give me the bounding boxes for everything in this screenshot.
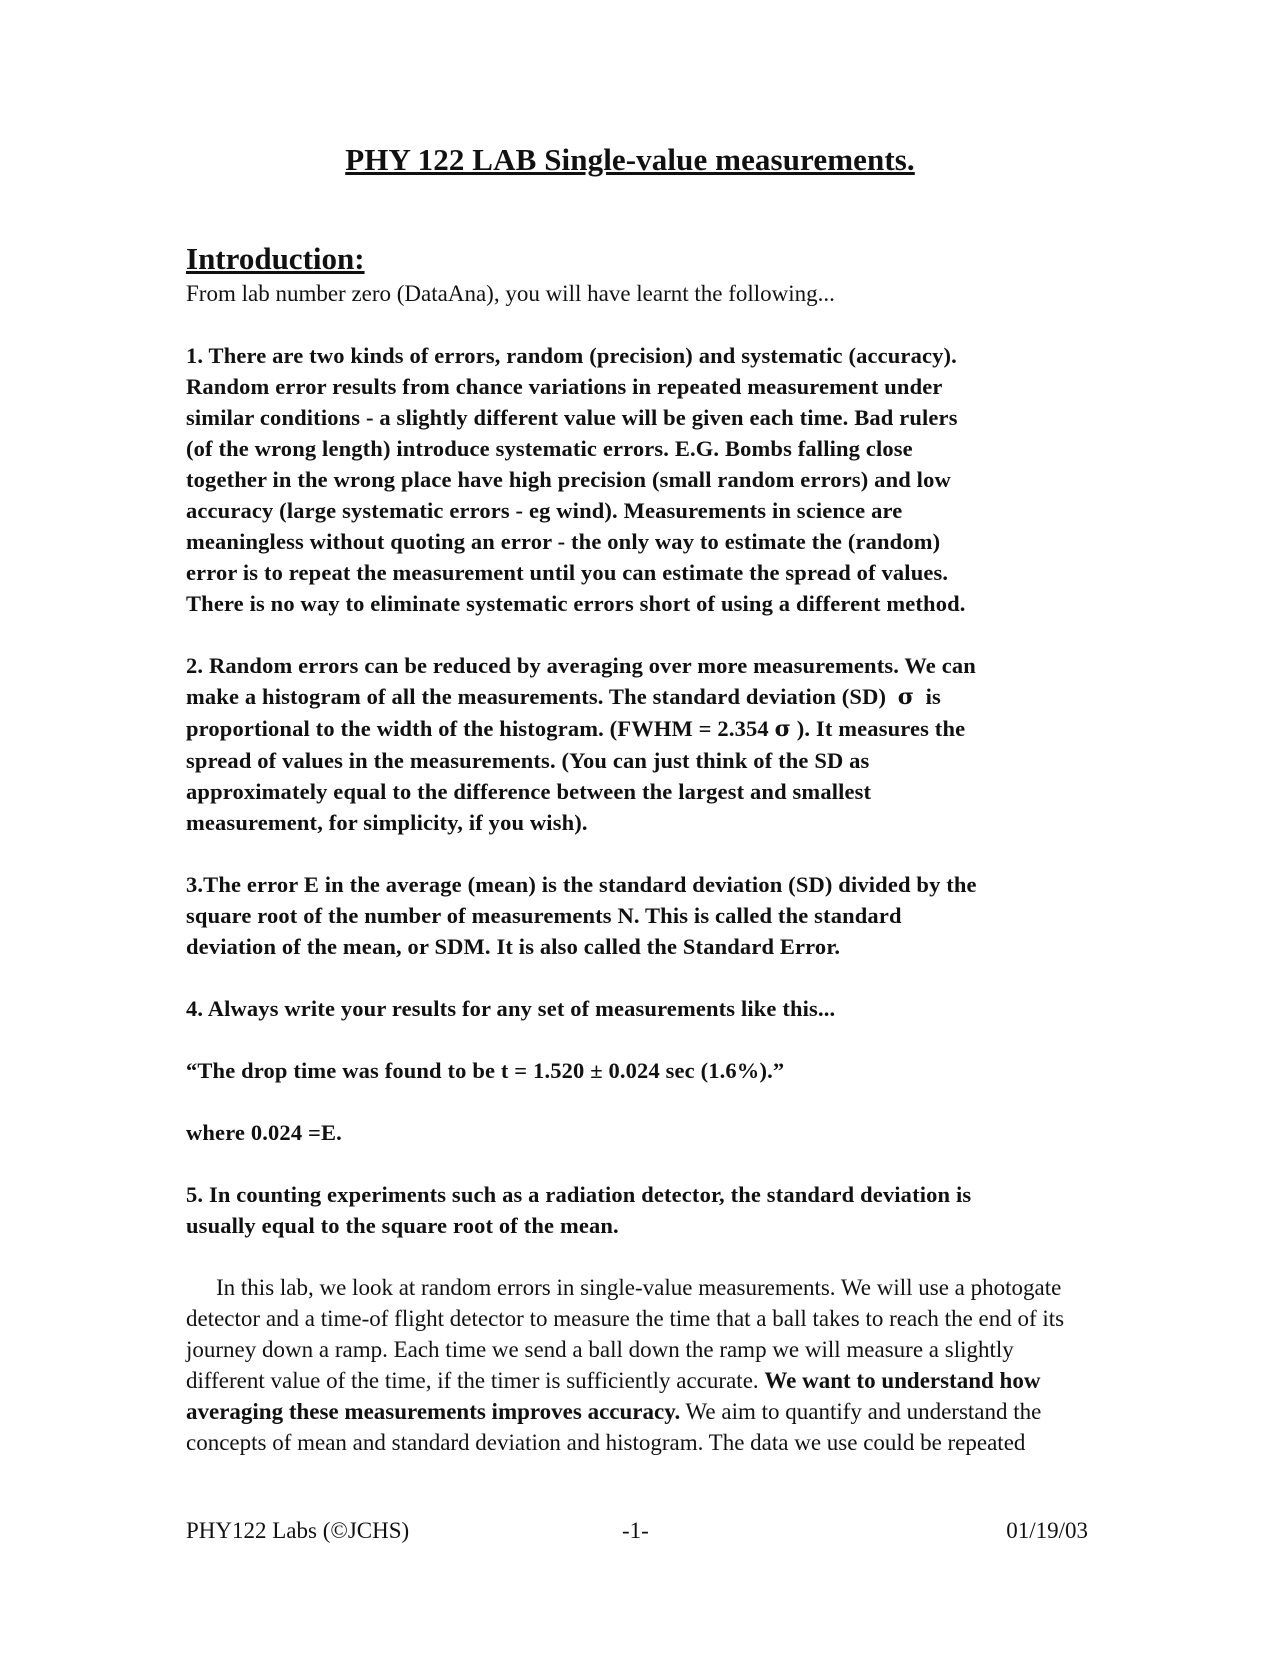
text-line	[186, 1365, 1146, 1396]
text-line: where 0.024 =E.	[186, 1120, 342, 1145]
text-line: approximately equal to the difference between the largest and smallest	[186, 779, 872, 804]
text-line	[186, 681, 1146, 713]
where-note	[186, 1117, 1146, 1148]
point-1	[186, 340, 1146, 619]
footer-course: PHY122 Labs (©JCHS)	[186, 1518, 410, 1543]
text-line: 4. Always write your results for any set of measurements like this...	[186, 996, 836, 1021]
text-line: journey down a ramp. Each time we send a ball down the ramp we will measure a slightly	[186, 1337, 1014, 1362]
text-line: detector and a time-of flight detector to measure the time that a ball takes to reach the end of its	[186, 1306, 1065, 1331]
text-line: together in the wrong place have high precision (small random errors) and low	[186, 467, 951, 492]
point-5	[186, 1179, 1146, 1241]
text-line	[186, 713, 1146, 745]
text-segment: proportional to the width of the histogram. (FWHM = 2.354	[186, 716, 775, 741]
text-line: 1. There are two kinds of errors, random (precision) and systematic (accuracy).	[186, 343, 957, 368]
point-3	[186, 869, 1146, 962]
text-line: 2. Random errors can be reduced by averaging over more measurements. We can	[186, 653, 976, 678]
text-line: 5. In counting experiments such as a radiation detector, the standard deviation is	[186, 1182, 972, 1207]
text-segment: different value of the time, if the timer is sufficiently accurate.	[186, 1368, 765, 1393]
text-line: 3.The error E in the average (mean) is the standard deviation (SD) divided by the	[186, 872, 977, 897]
closing-paragraph	[186, 1272, 1146, 1458]
text-line: accuracy (large systematic errors - eg wind). Measurements in science are	[186, 498, 903, 523]
intro-paragraph: From lab number zero (DataAna), you will have learnt the following...	[186, 281, 835, 306]
text-line: square root of the number of measurements N. This is called the standard	[186, 903, 902, 928]
text-line: “The drop time was found to be t = 1.520 ± 0.024 sec (1.6%).”	[186, 1058, 785, 1083]
section-heading-introduction: Introduction:	[186, 241, 365, 276]
text-line: There is no way to eliminate systematic errors short of using a different method.	[186, 591, 966, 616]
footer-page-number: -1-	[622, 1518, 649, 1543]
document-title	[0, 142, 1280, 178]
bold-text-segment: We want to understand how	[764, 1368, 1041, 1393]
result-quote	[186, 1055, 1146, 1086]
text-line: In this lab, we look at random errors in single-value measurements. We will use a photogate	[216, 1275, 1062, 1300]
text-segment: make a histogram of all the measurements. The standard deviation (SD)	[186, 684, 898, 709]
text-line: error is to repeat the measurement until you can estimate the spread of values.	[186, 560, 949, 585]
text-line: measurement, for simplicity, if you wish).	[186, 810, 588, 835]
text-line: meaningless without quoting an error - the only way to estimate the (random)	[186, 529, 941, 554]
page-footer	[186, 1518, 1088, 1550]
bold-text-segment: averaging these measurements improves accuracy.	[186, 1399, 681, 1424]
document-title-text: PHY 122 LAB Single-value measurements.	[345, 142, 915, 177]
text-line: similar conditions - a slightly different value will be given each time. Bad rulers	[186, 405, 958, 430]
text-segment: is	[914, 684, 941, 709]
sigma-symbol: σ	[897, 684, 915, 710]
point-2	[186, 650, 1146, 838]
footer-date: 01/19/03	[1006, 1518, 1088, 1543]
text-segment: We aim to quantify and understand the	[680, 1399, 1042, 1424]
text-line: (of the wrong length) introduce systematic errors. E.G. Bombs falling close	[186, 436, 913, 461]
text-line: Random error results from chance variations in repeated measurement under	[186, 374, 943, 399]
text-line: usually equal to the square root of the mean.	[186, 1213, 619, 1238]
sigma-symbol: σ	[774, 716, 791, 742]
point-4	[186, 993, 1146, 1024]
text-line	[186, 1396, 1146, 1427]
document-body	[186, 240, 1146, 1458]
text-line: concepts of mean and standard deviation and histogram. The data we use could be repeated	[186, 1430, 1026, 1455]
text-line: deviation of the mean, or SDM. It is also called the Standard Error.	[186, 934, 841, 959]
text-line: spread of values in the measurements. (You can just think of the SD as	[186, 748, 870, 773]
text-segment: ). It measures the	[790, 716, 966, 741]
